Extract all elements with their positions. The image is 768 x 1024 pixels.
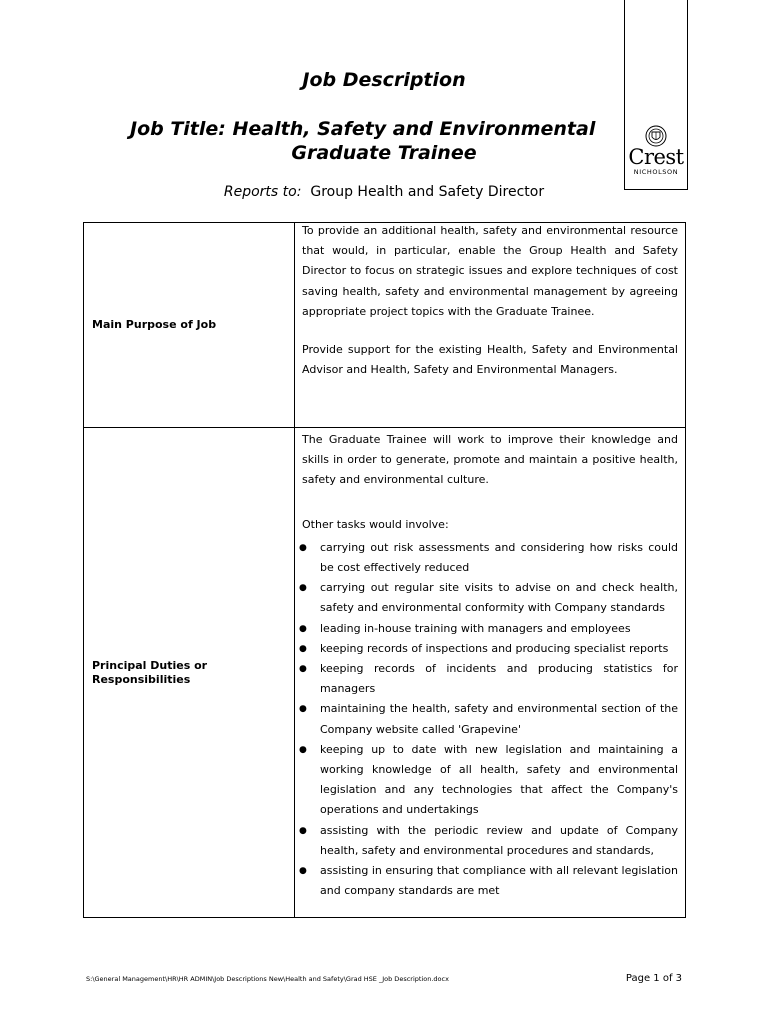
document-heading: Job Description — [302, 69, 466, 91]
list-item: ● keeping records of inspections and producing specialist reports — [302, 639, 678, 659]
reports-to-label: Reports to: — [223, 184, 302, 200]
table-row-duties — [84, 428, 686, 918]
main-purpose-paragraph-1: To provide an additional health, safety and environmental resource that would, in particular, enable the Group Health and Safety Director to focus on strategic issues and explore techniques of cost saving health, safety and environmental management by agreeing appropriate project topics with the Graduate Trainee. — [302, 224, 678, 318]
bullet-icon: ● — [299, 825, 307, 836]
brand-name: Crest — [628, 145, 684, 169]
bullet-icon: ● — [299, 583, 307, 594]
duties-content — [295, 428, 686, 918]
job-description-table — [83, 222, 686, 918]
bullet-icon: ● — [299, 664, 307, 675]
main-purpose-label: Main Purpose of Job — [84, 223, 295, 428]
footer-page-number: Page 1 of 3 — [625, 973, 682, 984]
reports-to-value: Group Health and Safety Director — [310, 184, 545, 200]
list-item: ● keeping up to date with new legislation and maintaining a working knowledge of all health, safety and environmental legislation and any technologies that affect the Company's operations and undertakings — [302, 740, 678, 821]
bullet-icon: ● — [299, 623, 307, 634]
main-purpose-content — [295, 223, 686, 428]
bullet-icon: ● — [299, 704, 307, 715]
brand-subname: NICHOLSON — [633, 168, 679, 176]
list-item: ● assisting with the periodic review and update of Company health, safety and environmental procedures and standards, — [302, 821, 678, 861]
duties-intro: The Graduate Trainee will work to improve their knowledge and skills in order to generate, promote and maintain a positive health, safety and environmental culture. — [302, 433, 678, 487]
duties-list — [299, 538, 678, 902]
list-item: ● maintaining the health, safety and environmental section of the Company website called 'Grapevine' — [302, 699, 678, 739]
reports-to — [140, 184, 628, 200]
list-item: ● carrying out regular site visits to advise on and check health, safety and environmental conformity with Company standards — [302, 578, 678, 618]
duties-label: Principal Duties or Responsibilities — [84, 428, 295, 918]
bullet-icon: ● — [299, 542, 307, 553]
table-row-main-purpose — [84, 223, 686, 428]
bullet-icon: ● — [299, 643, 307, 654]
main-purpose-paragraph-2: Provide support for the existing Health, Safety and Environmental Advisor and Health, Safety and Environmental Managers. — [302, 343, 678, 377]
list-item: ● keeping records of incidents and producing statistics for managers — [302, 659, 678, 699]
list-item: ● leading in-house training with managers and employees — [302, 619, 678, 639]
job-title-line-2: Graduate Trainee — [291, 142, 477, 164]
bullet-icon: ● — [299, 866, 307, 877]
footer-file-path: S:\General Management\HR\HR ADMIN\Job Descriptions New\Health and Safety\Grad HSE _Job Description.docx — [86, 975, 449, 983]
list-item: ● assisting in ensuring that compliance with all relevant legislation and company standards are met — [302, 861, 678, 901]
bullet-icon: ● — [299, 744, 307, 755]
tasks-intro: Other tasks would involve: — [302, 517, 449, 531]
list-item: ● carrying out risk assessments and considering how risks could be cost effectively reduced — [302, 538, 678, 578]
job-title — [130, 117, 650, 165]
job-title-line-1: Job Title: Health, Safety and Environmental — [130, 118, 596, 140]
